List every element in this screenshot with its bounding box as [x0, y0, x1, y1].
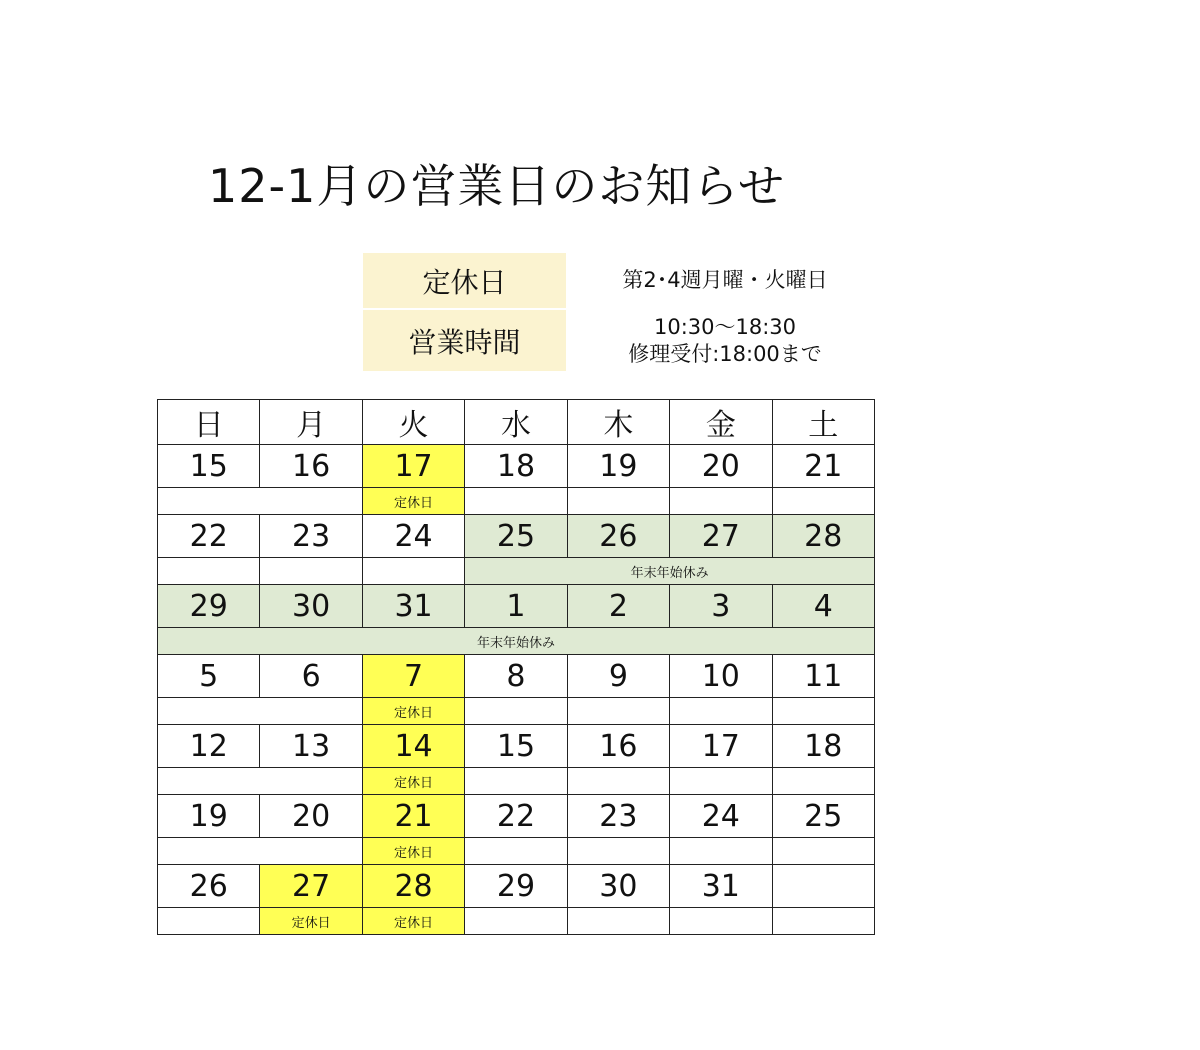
calendar-note-empty — [567, 488, 669, 515]
calendar-day: 4 — [772, 585, 874, 628]
calendar-day: 27 — [670, 515, 772, 558]
closed-days-value — [590, 253, 860, 308]
calendar-day: 23 — [260, 515, 362, 558]
calendar-day: 2 — [567, 585, 669, 628]
calendar-day: 10 — [670, 655, 772, 698]
calendar-day: 26 — [567, 515, 669, 558]
calendar-day: 19 — [158, 795, 260, 838]
calendar-day: 21 — [362, 795, 464, 838]
calendar-day: 31 — [362, 585, 464, 628]
calendar-note-empty — [670, 768, 772, 795]
calendar-day: 13 — [260, 725, 362, 768]
calendar-day: 17 — [362, 445, 464, 488]
calendar-day: 30 — [260, 585, 362, 628]
calendar-note-empty — [465, 698, 567, 725]
calendar-week-row — [158, 585, 875, 628]
calendar-day-note: 定休日 — [260, 908, 362, 935]
calendar-day: 19 — [567, 445, 669, 488]
calendar-day: 28 — [362, 865, 464, 908]
calendar-day-note: 定休日 — [362, 698, 464, 725]
calendar-day: 1 — [465, 585, 567, 628]
calendar-day: 24 — [362, 515, 464, 558]
business-hours-value — [590, 310, 860, 371]
calendar-note-empty — [465, 768, 567, 795]
calendar-note-empty — [158, 768, 363, 795]
weekday-header-row — [158, 400, 875, 445]
business-hours-text: 10:30〜18:30 — [653, 314, 797, 339]
weekday-header: 水 — [465, 400, 567, 445]
calendar-note-row — [158, 908, 875, 935]
calendar-day — [772, 865, 874, 908]
calendar-week-row — [158, 865, 875, 908]
calendar-day: 31 — [670, 865, 772, 908]
business-calendar — [157, 399, 875, 935]
calendar-note-empty — [772, 908, 874, 935]
calendar-day: 7 — [362, 655, 464, 698]
calendar-day: 5 — [158, 655, 260, 698]
calendar-note-empty — [158, 488, 363, 515]
calendar-day-note: 定休日 — [362, 838, 464, 865]
calendar-day: 28 — [772, 515, 874, 558]
calendar-week-row — [158, 445, 875, 488]
calendar-day: 11 — [772, 655, 874, 698]
calendar-day: 30 — [567, 865, 669, 908]
weekday-header: 日 — [158, 400, 260, 445]
calendar-day: 9 — [567, 655, 669, 698]
calendar-day-note: 年末年始休み — [465, 558, 875, 585]
calendar-note-empty — [567, 838, 669, 865]
calendar-note-empty — [772, 838, 874, 865]
calendar-day: 15 — [465, 725, 567, 768]
calendar-week-row — [158, 655, 875, 698]
calendar-note-empty — [567, 768, 669, 795]
calendar-day: 22 — [158, 515, 260, 558]
calendar-note-empty — [158, 558, 260, 585]
calendar-day: 18 — [465, 445, 567, 488]
calendar-note-empty — [670, 488, 772, 515]
weekday-header: 木 — [567, 400, 669, 445]
calendar-note-row — [158, 698, 875, 725]
calendar-note-empty — [670, 838, 772, 865]
page-title: 12-1月の営業日のお知らせ — [208, 159, 786, 213]
calendar-note-empty — [772, 698, 874, 725]
calendar-note-row — [158, 838, 875, 865]
calendar-day: 20 — [670, 445, 772, 488]
calendar-day: 29 — [465, 865, 567, 908]
closed-days-text: 第2･4週月曜・火曜日 — [622, 268, 828, 292]
calendar-day: 18 — [772, 725, 874, 768]
calendar-day: 14 — [362, 725, 464, 768]
calendar-day: 3 — [670, 585, 772, 628]
calendar-day: 23 — [567, 795, 669, 838]
calendar-note-empty — [260, 558, 362, 585]
calendar-note-empty — [567, 698, 669, 725]
calendar-note-row — [158, 768, 875, 795]
calendar-day: 16 — [567, 725, 669, 768]
calendar-day: 20 — [260, 795, 362, 838]
calendar-note-empty — [465, 838, 567, 865]
calendar-note-empty — [158, 698, 363, 725]
calendar-day: 24 — [670, 795, 772, 838]
weekday-header: 土 — [772, 400, 874, 445]
calendar-day-note: 定休日 — [362, 768, 464, 795]
calendar-week-row — [158, 795, 875, 838]
calendar-note-empty — [465, 488, 567, 515]
calendar-note-empty — [362, 558, 464, 585]
repair-hours-text: 修理受付:18:00まで — [628, 341, 822, 366]
calendar-note-empty — [670, 698, 772, 725]
calendar-day: 22 — [465, 795, 567, 838]
calendar-week-row — [158, 515, 875, 558]
calendar-day: 12 — [158, 725, 260, 768]
business-hours-label: 営業時間 — [363, 310, 566, 371]
calendar-note-row — [158, 558, 875, 585]
calendar-day: 17 — [670, 725, 772, 768]
calendar-day: 25 — [772, 795, 874, 838]
calendar-day: 29 — [158, 585, 260, 628]
weekday-header: 金 — [670, 400, 772, 445]
calendar-body — [158, 400, 875, 935]
weekday-header: 月 — [260, 400, 362, 445]
calendar-note-empty — [158, 838, 363, 865]
calendar-note-empty — [158, 908, 260, 935]
calendar-day-note: 年末年始休み — [158, 628, 875, 655]
calendar-day: 6 — [260, 655, 362, 698]
calendar-note-empty — [670, 908, 772, 935]
calendar-note-empty — [465, 908, 567, 935]
calendar-day: 21 — [772, 445, 874, 488]
calendar-day: 26 — [158, 865, 260, 908]
calendar-note-empty — [772, 488, 874, 515]
calendar-note-empty — [772, 768, 874, 795]
calendar-day: 8 — [465, 655, 567, 698]
calendar-day: 25 — [465, 515, 567, 558]
calendar-week-row — [158, 725, 875, 768]
calendar-day: 27 — [260, 865, 362, 908]
calendar-day: 16 — [260, 445, 362, 488]
calendar-note-empty — [567, 908, 669, 935]
weekday-header: 火 — [362, 400, 464, 445]
calendar-note-row — [158, 488, 875, 515]
calendar-day: 15 — [158, 445, 260, 488]
calendar-day-note: 定休日 — [362, 488, 464, 515]
closed-days-label: 定休日 — [363, 253, 566, 308]
calendar-day-note: 定休日 — [362, 908, 464, 935]
calendar-note-row — [158, 628, 875, 655]
